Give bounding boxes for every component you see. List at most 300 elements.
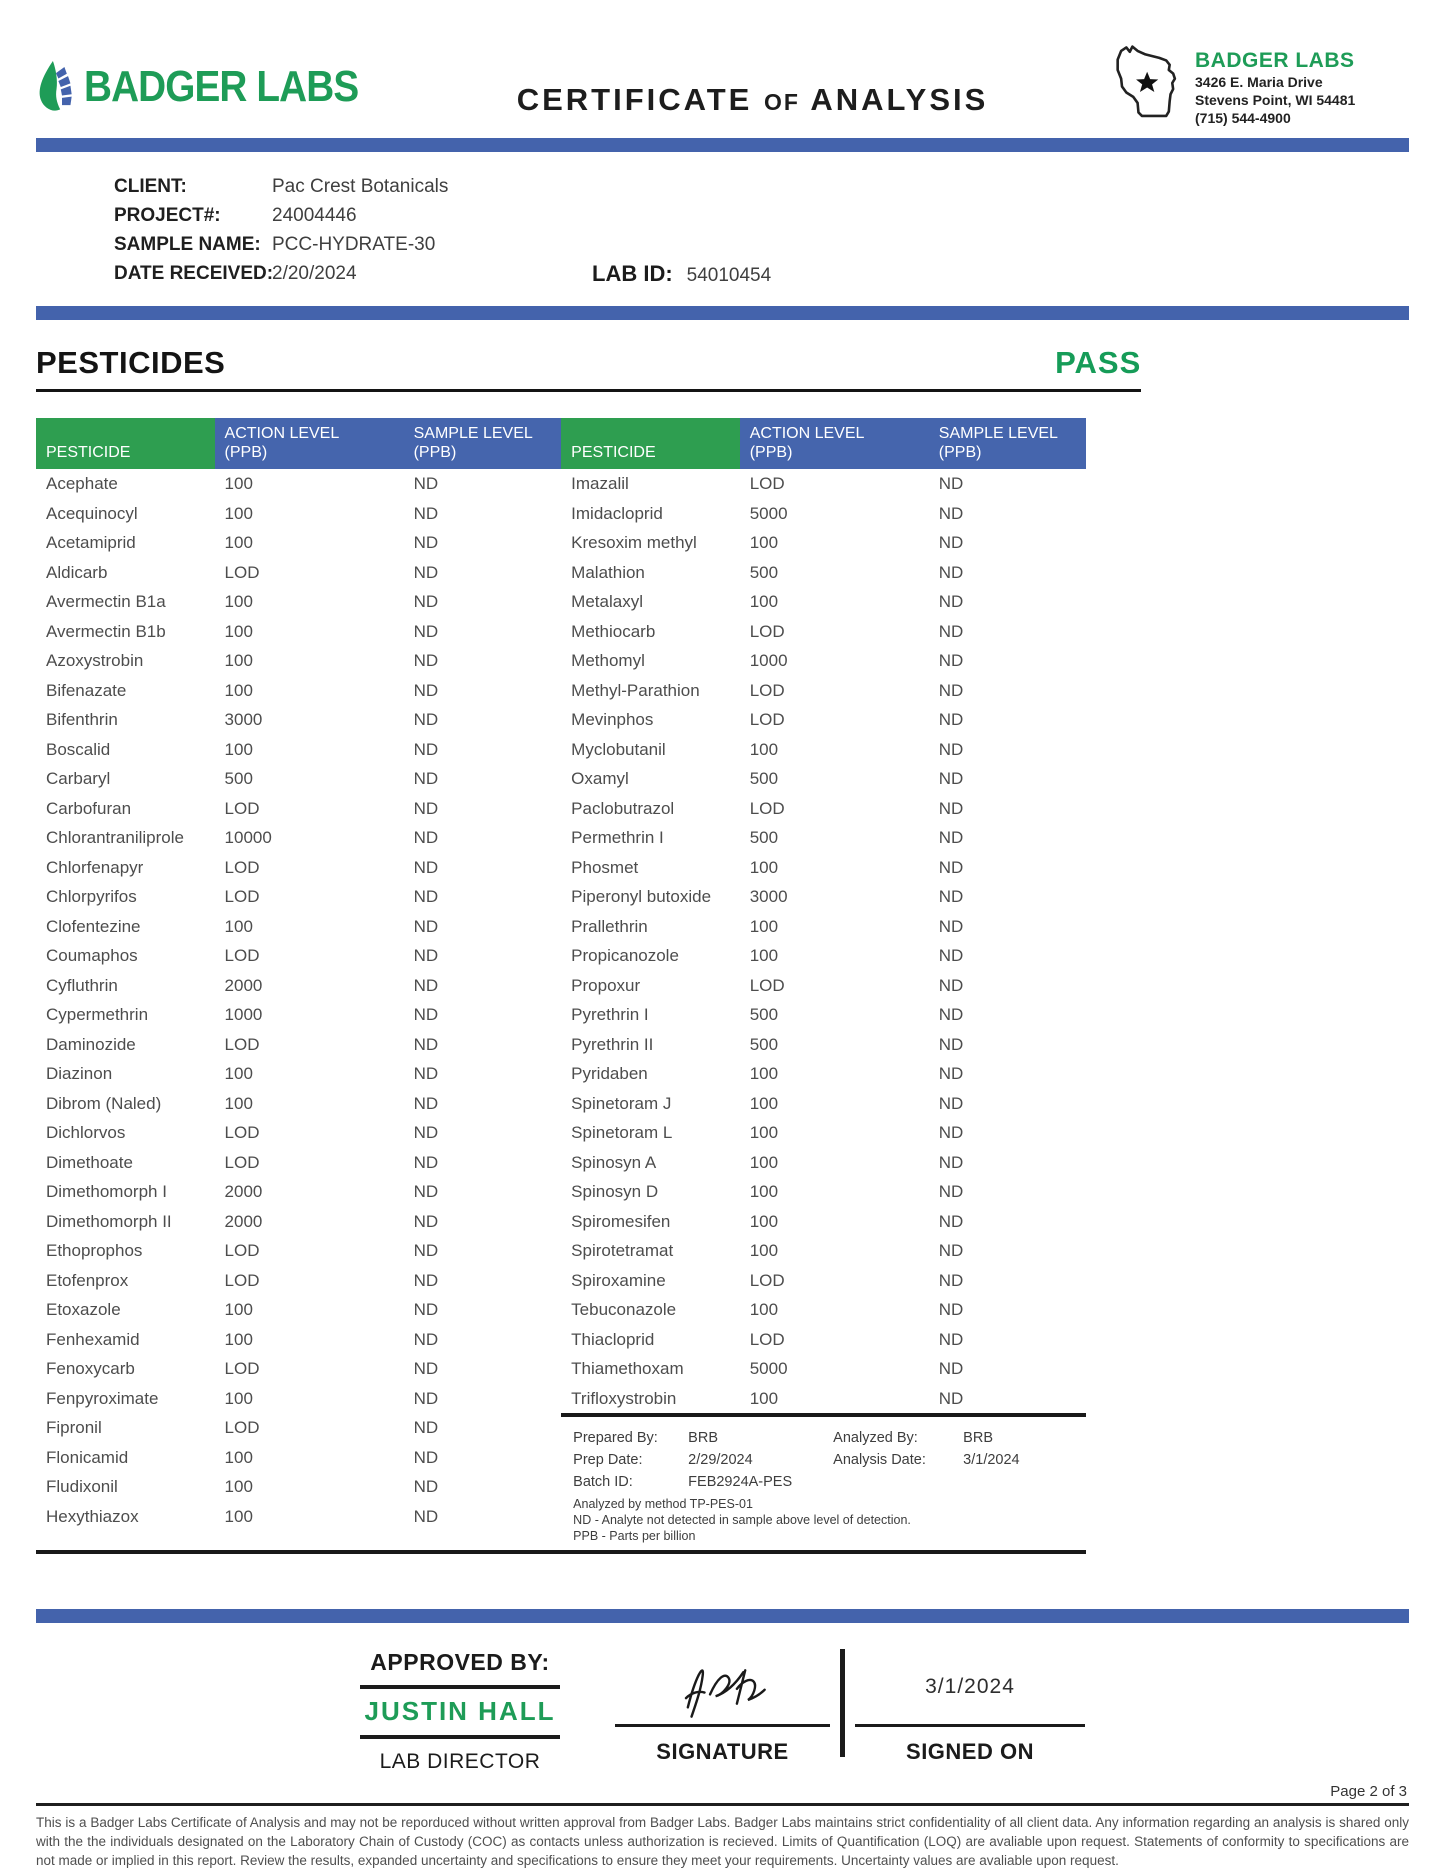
pesticide-name-cell: Myclobutanil (571, 739, 666, 759)
pesticide-name-cell: Piperonyl butoxide (571, 887, 712, 906)
nd-definition-note: ND - Analyte not detected in sample above level of detection. (573, 1513, 911, 1527)
approval-vertical-divider (840, 1649, 845, 1757)
sample-level-cell: ND (938, 1359, 964, 1378)
action-level-cell: 100 (224, 1506, 253, 1526)
table-row (561, 617, 1086, 647)
pesticide-name-cell: Methiocarb (571, 621, 656, 641)
action-level-cell: 2000 (224, 1211, 263, 1231)
sample-level-cell: ND (938, 533, 964, 552)
batch-id-label: Batch ID: (573, 1474, 633, 1490)
table-row (561, 1059, 1086, 1089)
sample-level-cell: ND (938, 562, 964, 582)
pesticide-name-cell: Azoxystrobin (46, 651, 144, 670)
pesticide-name-cell: Spinetoram L (571, 1123, 673, 1142)
pesticide-name-cell: Dimethoate (46, 1152, 133, 1172)
signed-date: 3/1/2024 (855, 1649, 1085, 1727)
table-header-row (36, 418, 561, 469)
action-level-cell: 100 (224, 680, 253, 700)
pesticide-name-cell: Chlorpyrifos (46, 887, 137, 906)
action-level-cell: 100 (749, 1241, 779, 1260)
action-level-cell: 100 (224, 1447, 253, 1467)
sample-level-cell: ND (413, 1182, 439, 1201)
table-row (561, 1089, 1086, 1119)
pesticide-name-cell: Pyrethrin I (571, 1005, 649, 1024)
pesticide-name-cell: Methyl-Parathion (571, 680, 700, 700)
pesticide-table-right (561, 418, 1086, 1417)
table-row (36, 1354, 561, 1384)
table-row (36, 1236, 561, 1266)
action-level-cell: LOD (224, 1241, 260, 1260)
pesticide-name-cell: Thiamethoxam (571, 1359, 684, 1378)
pesticide-name-cell: Diazinon (46, 1064, 113, 1083)
action-level-cell: LOD (749, 975, 785, 995)
divider-bar-top (36, 138, 1409, 152)
sample-info-block (36, 152, 1409, 306)
sample-level-cell: ND (413, 975, 439, 995)
pesticide-name-cell: Spirotetramat (571, 1241, 674, 1260)
sample-level-cell: ND (413, 828, 439, 847)
table-row (561, 1000, 1086, 1030)
action-level-cell: 5000 (749, 503, 788, 523)
table-row (561, 1384, 1086, 1416)
table-row (36, 587, 561, 617)
sample-level-cell: ND (938, 916, 964, 936)
sample-level-cell: ND (938, 1211, 964, 1231)
pesticide-name-cell: Propoxur (571, 975, 641, 995)
analyzed-by-label: Analyzed By: (833, 1430, 918, 1446)
pesticide-name-cell: Fenhexamid (46, 1329, 140, 1349)
action-level-cell: LOD (224, 1152, 260, 1172)
action-level-cell: 500 (749, 1034, 779, 1054)
pesticide-name-cell: Cypermethrin (46, 1005, 149, 1024)
sample-level-cell: ND (413, 798, 439, 818)
action-level-cell: LOD (224, 1270, 260, 1290)
action-level-cell: LOD (749, 621, 785, 641)
pesticide-name-cell: Chlorantraniliprole (46, 828, 184, 847)
sample-level-cell: ND (413, 1300, 439, 1319)
sample-level-cell: ND (413, 1093, 439, 1113)
pesticide-name-cell: Propicanozole (571, 946, 679, 965)
sample-level-cell: ND (413, 946, 439, 965)
table-row (36, 1207, 561, 1237)
table-row (561, 1148, 1086, 1178)
table-row (36, 794, 561, 824)
sample-level-cell: ND (413, 562, 439, 582)
section-header (36, 345, 1141, 392)
action-level-cell: 100 (224, 1388, 253, 1408)
table-row (36, 1177, 561, 1207)
table-row (36, 764, 561, 794)
sample-level-cell: ND (938, 621, 964, 641)
sample-level-cell: ND (413, 916, 439, 936)
action-level-cell: 100 (749, 1300, 779, 1319)
table-row (561, 1030, 1086, 1060)
sample-level-cell: ND (938, 1329, 964, 1349)
action-level-cell: 100 (749, 592, 779, 611)
sample-level-cell: ND (938, 798, 964, 818)
sample-level-cell: ND (938, 710, 964, 729)
pesticide-name-cell: Fludixonil (46, 1477, 118, 1496)
action-level-cell: 100 (749, 946, 779, 965)
results-right-half (561, 418, 1086, 1550)
sample-level-cell: ND (938, 503, 964, 523)
pesticide-name-cell: Fenoxycarb (46, 1359, 135, 1378)
sample-level-cell: ND (938, 1300, 964, 1319)
action-level-cell: 100 (224, 739, 253, 759)
pesticide-name-cell: Clofentezine (46, 916, 141, 936)
section-title: PESTICIDES (36, 345, 226, 380)
table-row (36, 705, 561, 735)
table-row (36, 1472, 561, 1502)
sample-level-cell: ND (938, 1034, 964, 1054)
table-body-left (36, 469, 561, 1531)
action-level-cell: 500 (749, 1005, 779, 1024)
table-row (36, 941, 561, 971)
prepared-by-label: Prepared By: (573, 1430, 658, 1446)
divider-bar-second (36, 306, 1409, 320)
client-row (114, 172, 1409, 201)
action-level-cell: 100 (224, 474, 253, 493)
sample-level-column-header: SAMPLE LEVEL (PPB) (404, 418, 562, 469)
pesticide-name-cell: Kresoxim methyl (571, 533, 697, 552)
pesticide-name-cell: Daminozide (46, 1034, 136, 1054)
pass-badge: PASS (1055, 345, 1142, 380)
action-level-cell: 500 (749, 562, 779, 582)
pesticide-name-cell: Flonicamid (46, 1447, 129, 1467)
pesticide-results (36, 418, 1086, 1554)
action-level-cell: LOD (749, 680, 785, 700)
sample-level-cell: ND (413, 621, 439, 641)
pesticide-name-cell: Ethoprophos (46, 1241, 143, 1260)
lab-id-label: LAB ID: (592, 261, 673, 286)
table-row (561, 1295, 1086, 1325)
pesticide-name-cell: Spiroxamine (571, 1270, 666, 1290)
sample-level-cell: ND (413, 887, 439, 906)
date-received-value: 2/20/2024 (272, 263, 357, 284)
table-row (561, 528, 1086, 558)
sample-name-row (114, 230, 1409, 259)
sample-level-cell: ND (413, 1270, 439, 1290)
pesticide-name-cell: Fenpyroximate (46, 1388, 159, 1408)
prep-date-value: 2/29/2024 (688, 1452, 753, 1468)
sample-level-cell: ND (938, 1005, 964, 1024)
pesticide-name-cell: Bifenazate (46, 680, 127, 700)
pesticide-name-cell: Etoxazole (46, 1300, 121, 1319)
pesticide-name-cell: Avermectin B1b (46, 621, 166, 641)
pesticide-name-cell: Dibrom (Naled) (46, 1093, 162, 1113)
sample-name-label: SAMPLE NAME: (114, 234, 261, 255)
action-level-cell: LOD (749, 474, 785, 493)
table-row (36, 1148, 561, 1178)
table-row (561, 1177, 1086, 1207)
action-level-cell: LOD (224, 1034, 260, 1054)
date-received-label: DATE RECEIVED: (114, 263, 274, 284)
pesticide-name-cell: Tebuconazole (571, 1300, 677, 1319)
sample-level-cell: ND (938, 1152, 964, 1172)
table-row (561, 971, 1086, 1001)
lab-address-block (1109, 39, 1409, 127)
action-level-cell: 100 (749, 1123, 779, 1142)
action-level-cell: 500 (224, 769, 253, 788)
table-row (36, 1325, 561, 1355)
table-row (36, 882, 561, 912)
action-level-column-header: ACTION LEVEL (PPB) (740, 418, 929, 469)
action-level-cell: 100 (224, 621, 253, 641)
action-level-cell: 500 (749, 828, 779, 847)
sample-level-cell: ND (413, 503, 439, 523)
sample-level-cell: ND (413, 1418, 439, 1437)
pesticide-name-cell: Pyridaben (571, 1064, 648, 1083)
table-row (561, 941, 1086, 971)
results-left-half (36, 418, 561, 1550)
table-row (561, 469, 1086, 499)
action-level-cell: 2000 (224, 1182, 263, 1201)
signature-image (643, 1650, 803, 1724)
sample-level-cell: ND (413, 769, 439, 788)
table-row (561, 794, 1086, 824)
action-level-cell: 100 (224, 533, 253, 552)
action-level-cell: 100 (224, 592, 253, 611)
pesticide-name-cell: Avermectin B1a (46, 592, 166, 611)
action-level-cell: 100 (224, 651, 253, 670)
action-level-cell: LOD (224, 798, 260, 818)
table-row (561, 853, 1086, 883)
action-level-cell: 100 (749, 1152, 779, 1172)
pesticide-name-cell: Oxamyl (571, 769, 629, 788)
signature-block (615, 1649, 830, 1765)
table-row (561, 912, 1086, 942)
action-level-cell: 500 (749, 769, 779, 788)
table-row (561, 735, 1086, 765)
action-level-cell: 100 (224, 1093, 253, 1113)
table-row (561, 558, 1086, 588)
sample-level-cell: ND (938, 1123, 964, 1142)
pesticide-name-cell: Dimethomorph I (46, 1182, 167, 1201)
table-row (36, 823, 561, 853)
pesticide-name-cell: Phosmet (571, 857, 639, 877)
table-row (561, 646, 1086, 676)
table-row (561, 1118, 1086, 1148)
pesticide-name-cell: Imazalil (571, 474, 629, 493)
sample-level-cell: ND (938, 1182, 964, 1201)
table-row (36, 1118, 561, 1148)
sample-level-cell: ND (938, 887, 964, 906)
table-row (36, 912, 561, 942)
table-row (36, 1030, 561, 1060)
pesticide-column-header: PESTICIDE (36, 418, 215, 469)
sample-level-cell: ND (938, 474, 964, 493)
pesticide-name-cell: Dichlorvos (46, 1123, 126, 1142)
pesticide-name-cell: Fipronil (46, 1418, 102, 1437)
pesticide-name-cell: Cyfluthrin (46, 975, 118, 995)
table-row (36, 469, 561, 499)
pesticide-name-cell: Pyrethrin II (571, 1034, 654, 1054)
sample-level-cell: ND (413, 1241, 439, 1260)
action-level-cell: 3000 (224, 710, 263, 729)
action-level-cell: 100 (224, 916, 253, 936)
page-title: CERTIFICATE OF ANALYSIS (516, 82, 989, 117)
pesticide-name-cell: Etofenprox (46, 1270, 129, 1290)
pesticide-name-cell: Boscalid (46, 739, 111, 759)
pesticide-name-cell: Acetamiprid (46, 533, 136, 552)
client-value: Pac Crest Botanicals (272, 176, 449, 197)
sample-level-cell: ND (413, 474, 439, 493)
table-row (36, 558, 561, 588)
sample-level-cell: ND (938, 975, 964, 995)
pesticide-name-cell: Mevinphos (571, 710, 654, 729)
sample-level-cell: ND (938, 769, 964, 788)
sample-level-column-header: SAMPLE LEVEL (PPB) (929, 418, 1087, 469)
table-body-right (561, 469, 1086, 1415)
ppb-definition-note: PPB - Parts per billion (573, 1529, 696, 1543)
prep-date-label: Prep Date: (573, 1452, 643, 1468)
action-level-cell: 100 (749, 739, 779, 759)
disclaimer-text: This is a Badger Labs Certificate of Analysis and may not be reporduced without written approval from Badger Labs. Badger Labs maintains strict confidentiality of all client data. Any information regarding an analysis is shared only with the the individuals designated on the Laboratory Chain of Custody (COC) as contacts unless authorization is recieved. Limits of Quantification (LOQ) are avaliable upon request. Statements of conformity to specifications are not made or implied in this report. Review the results, expanded uncertainty and specifications to ensure they meet your requirements. Uncertainty values are avaliable upon request. (36, 1815, 1409, 1868)
lab-name: BADGER LABS (1195, 49, 1355, 72)
action-level-cell: LOD (224, 887, 260, 906)
action-level-cell: LOD (224, 1359, 260, 1378)
table-row (561, 676, 1086, 706)
sample-level-cell: ND (938, 1064, 964, 1083)
table-row (36, 1295, 561, 1325)
pesticide-table-left (36, 418, 561, 1531)
table-row (36, 1089, 561, 1119)
pesticide-name-cell: Spinetoram J (571, 1093, 672, 1113)
pesticide-name-cell: Carbofuran (46, 798, 132, 818)
action-level-cell: 100 (749, 1093, 779, 1113)
lab-phone: (715) 544-4900 (1195, 110, 1291, 126)
sample-level-cell: ND (413, 739, 439, 759)
table-row (561, 823, 1086, 853)
action-level-cell: LOD (749, 1329, 785, 1349)
sample-level-cell: ND (413, 651, 439, 670)
table-row (36, 853, 561, 883)
table-row (561, 499, 1086, 529)
pesticide-name-cell: Spinosyn A (571, 1152, 657, 1172)
signed-on-block (855, 1649, 1085, 1765)
action-level-cell: 2000 (224, 975, 263, 995)
lab-id-group (592, 259, 771, 290)
action-level-cell: 100 (749, 1064, 779, 1083)
divider-bar-bottom (36, 1609, 1409, 1623)
sample-level-cell: ND (938, 946, 964, 965)
action-level-cell: 3000 (749, 887, 788, 906)
analysis-date-label: Analysis Date: (833, 1452, 926, 1468)
project-row (114, 201, 1409, 230)
table-row (36, 735, 561, 765)
pesticide-name-cell: Paclobutrazol (571, 798, 675, 818)
sample-level-cell: ND (413, 710, 439, 729)
sample-level-cell: ND (413, 1477, 439, 1496)
pesticide-name-cell: Spiromesifen (571, 1211, 671, 1231)
approver-title: LAB DIRECTOR (379, 1750, 541, 1773)
table-row (36, 646, 561, 676)
sample-level-cell: ND (938, 1388, 964, 1408)
lab-address-line1: 3426 E. Maria Drive (1195, 74, 1323, 90)
action-level-column-header: ACTION LEVEL (PPB) (215, 418, 404, 469)
pesticide-name-cell: Thiacloprid (571, 1329, 655, 1349)
table-row (36, 528, 561, 558)
header (36, 36, 1409, 138)
approval-section (36, 1649, 1409, 1774)
sample-level-cell: ND (413, 1005, 439, 1024)
table-row (36, 1384, 561, 1414)
pesticide-name-cell: Aldicarb (46, 562, 108, 582)
pesticide-name-cell: Metalaxyl (571, 592, 643, 611)
signature-label: SIGNATURE (656, 1739, 789, 1764)
footer-rule (36, 1803, 1409, 1806)
lab-address-line2: Stevens Point, WI 54481 (1195, 92, 1356, 108)
pesticide-name-cell: Prallethrin (571, 916, 648, 936)
sample-level-cell: ND (938, 651, 964, 670)
sample-level-cell: ND (938, 1241, 964, 1260)
action-level-cell: 100 (749, 857, 779, 877)
table-row (561, 1354, 1086, 1384)
action-level-cell: 100 (224, 1477, 253, 1496)
prep-info-block (561, 1417, 1086, 1550)
table-row (561, 882, 1086, 912)
table-row (36, 499, 561, 529)
action-level-cell: 100 (749, 1211, 779, 1231)
pesticide-name-cell: Imidacloprid (571, 503, 663, 523)
sample-level-cell: ND (413, 1152, 439, 1172)
table-row (561, 587, 1086, 617)
table-row (36, 1000, 561, 1030)
sample-level-cell: ND (413, 680, 439, 700)
action-level-cell: 100 (224, 1064, 253, 1083)
sample-name-value: PCC-HYDRATE-30 (272, 234, 436, 255)
pesticide-name-cell: Permethrin I (571, 828, 664, 847)
table-row (36, 676, 561, 706)
analyzed-by-value: BRB (963, 1430, 993, 1446)
sample-level-cell: ND (413, 533, 439, 552)
sample-level-cell: ND (938, 828, 964, 847)
action-level-cell: 100 (749, 1388, 779, 1408)
sample-level-cell: ND (413, 1211, 439, 1231)
pesticide-name-cell: Coumaphos (46, 946, 138, 965)
action-level-cell: 10000 (224, 828, 272, 847)
sample-level-cell: ND (413, 1447, 439, 1467)
action-level-cell: 100 (224, 1300, 253, 1319)
table-row (561, 1266, 1086, 1296)
action-level-cell: LOD (224, 857, 260, 877)
sample-level-cell: ND (413, 1034, 439, 1054)
table-row (36, 1413, 561, 1443)
sample-level-cell: ND (938, 1270, 964, 1290)
pesticide-name-cell: Carbaryl (46, 769, 111, 788)
sample-level-cell: ND (413, 1064, 439, 1083)
sample-level-cell: ND (413, 1359, 439, 1378)
date-received-row (114, 259, 1409, 290)
batch-id-value: FEB2924A-PES (688, 1474, 793, 1490)
action-level-cell: LOD (224, 1418, 260, 1437)
pesticide-name-cell: Hexythiazox (46, 1506, 139, 1526)
badger-labs-leaf-icon (36, 45, 78, 129)
client-label: CLIENT: (114, 176, 187, 197)
table-row (36, 1059, 561, 1089)
action-level-cell: LOD (749, 710, 785, 729)
pesticide-name-cell: Malathion (571, 562, 645, 582)
sample-level-cell: ND (413, 1506, 439, 1526)
sample-level-cell: ND (413, 1388, 439, 1408)
pesticide-name-cell: Bifenthrin (46, 710, 118, 729)
wisconsin-state-icon (1109, 39, 1187, 127)
approved-by-label: APPROVED BY: (360, 1649, 560, 1689)
sample-level-cell: ND (413, 592, 439, 611)
brand-logo-block (36, 45, 396, 129)
sample-level-cell: ND (938, 680, 964, 700)
action-level-cell: 1000 (224, 1005, 263, 1024)
